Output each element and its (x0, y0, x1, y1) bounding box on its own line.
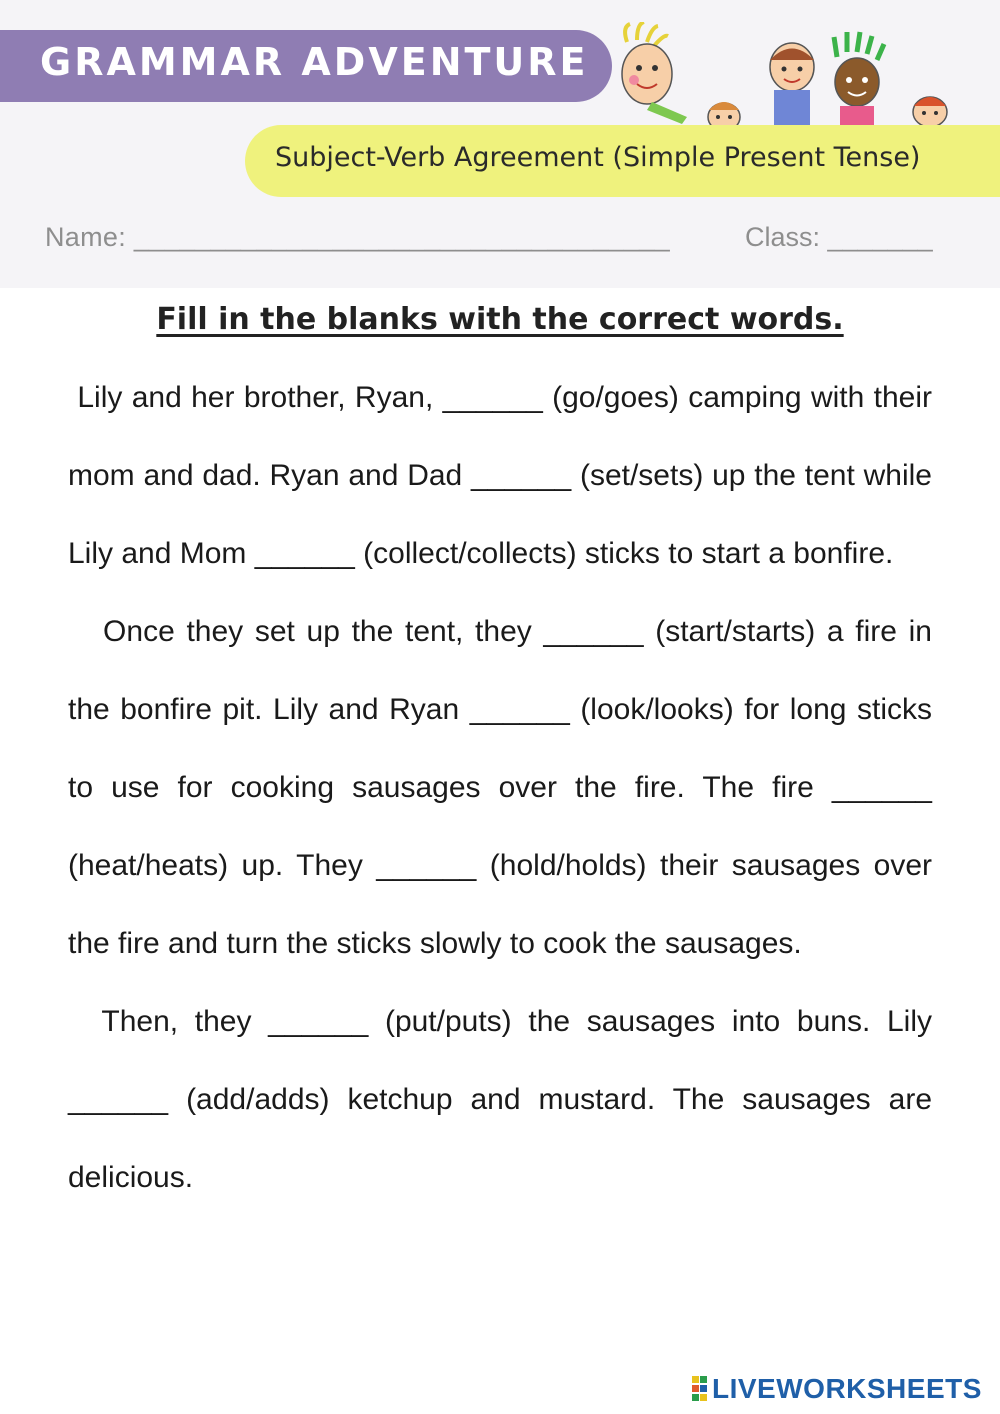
paragraph-3: Then, they ______ (put/puts) the sausages into buns. Lily ______ (add/adds) ketchup and mustard. The sausages are delicious. (68, 1005, 932, 1194)
name-field-label: Name: ___________________________________ (45, 222, 670, 252)
liveworksheets-mark-icon (692, 1376, 708, 1402)
kid-red-hair-icon (913, 97, 947, 127)
kid-yellow-hair-icon (622, 22, 687, 124)
class-field-label: Class: _______ (745, 222, 933, 252)
instruction-heading: Fill in the blanks with the correct words. (156, 302, 844, 337)
worksheet-header (0, 0, 1000, 288)
worksheet-subtitle: Subject-Verb Agreement (Simple Present Tense) (275, 142, 921, 173)
kid-green-hair-icon (834, 32, 884, 127)
paragraph-1: Lily and her brother, Ryan, ______ (go/goes) camping with their mom and dad. Ryan and Dad ______ (set/sets) up the tent while Lily and Mom ______ (collect/collects) sticks to start a bonfire. (68, 381, 932, 570)
paragraph-2: Once they set up the tent, they ______ (start/starts) a fire in the bonfire pit. Lily and Ryan ______ (look/looks) for long sticks to use for cooking sausages over the fire. The fire ______ (heat/heats) up. They ______ (hold/holds) their sausages over the fire and turn the sticks slowly to cook the sausages. (68, 615, 932, 960)
kid-peeking-icon (708, 102, 740, 127)
kid-brown-hair-icon (770, 43, 814, 127)
worksheet-title: GRAMMAR ADVENTURE (40, 40, 589, 84)
logo-text: LIVEWORKSHEETS (712, 1373, 982, 1404)
liveworksheets-logo[interactable] (692, 1374, 982, 1404)
exercise-text (68, 359, 932, 1217)
kids-illustration (612, 22, 982, 127)
